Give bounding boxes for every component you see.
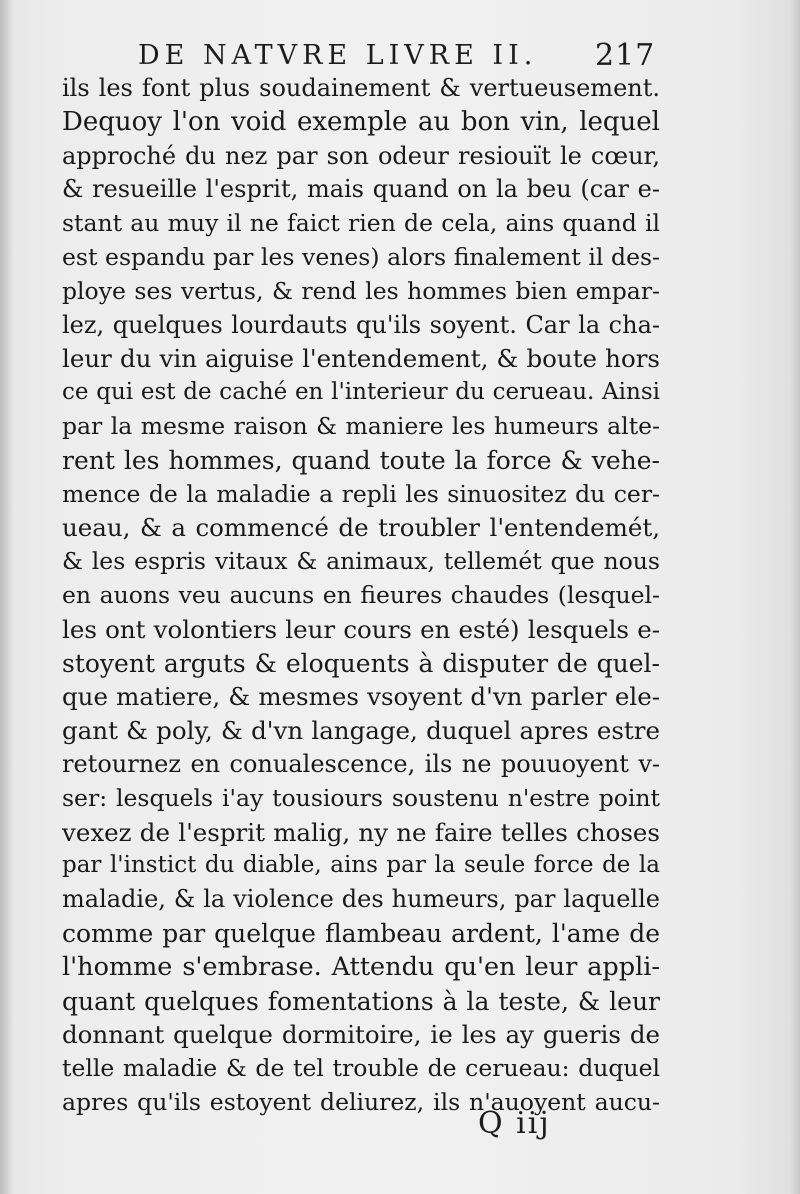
body-text [62, 72, 660, 1120]
text-line: ueau, & a commencé de troubler l'entendemét, [62, 513, 660, 543]
text-line: & les espris vitaux & animaux, tellemét que nous [62, 547, 660, 576]
text-line: que matiere, & mesmes vsoyent d'vn parler ele- [62, 682, 660, 712]
text-line: les ont volontiers leur cours en esté) lesquels e- [62, 614, 660, 644]
text-line: comme par quelque flambeau ardent, l'ame de [62, 918, 660, 948]
text-line: ploye ses vertus, & rend les hommes bien empar- [62, 276, 660, 305]
text-line: en auons veu aucuns en fieures chaudes (lesquel- [62, 580, 660, 609]
page-number: 217 [595, 38, 656, 73]
text-line: Dequoy l'on void exemple au bon vin, lequel [62, 106, 660, 137]
text-line: vexez de l'esprit malig, ny ne faire telles choses [62, 817, 660, 847]
text-line: approché du nez par son odeur resiouït le cœur, [62, 141, 660, 170]
text-line: ils les font plus soudainement & vertueusement. [62, 74, 660, 102]
text-line: gant & poly, & d'vn langage, duquel apres estre [62, 716, 660, 746]
text-line: par la mesme raison & maniere les humeurs alte- [62, 411, 660, 440]
text-line: stant au muy il ne faict rien de cela, ains quand il [62, 209, 660, 238]
text-line: est espandu par les venes) alors finalement il des- [62, 242, 660, 271]
text-line: apres qu'ils estoyent deliurez, ils n'auoyent aucu- [62, 1087, 660, 1116]
text-line: par l'instict du diable, ains par la seule force de la [62, 852, 660, 879]
text-line: rent les hommes, quand toute la force & vehe- [62, 445, 660, 475]
text-line: ce qui est de caché en l'interieur du cerueau. Ainsi [62, 379, 660, 406]
gutter-shadow [0, 0, 14, 1194]
text-line: & resueille l'esprit, mais quand on la beu (car e- [62, 175, 660, 204]
text-line: donnant quelque dormitoire, ie les ay gueris de [62, 1020, 660, 1050]
text-line: maladie, & la violence des humeurs, par laquelle [62, 885, 660, 914]
running-head-title: DE NATVRE LIVRE II. [138, 40, 538, 71]
text-line: quant quelques fomentations à la teste, & leur [62, 986, 660, 1016]
text-line: mence de la maladie a repli les sinuositez du cer- [62, 479, 660, 508]
text-line: l'homme s'embrase. Attendu qu'en leur appli- [62, 951, 660, 982]
text-line: retournez en conualescence, ils ne pouuoyent v- [62, 749, 660, 778]
text-line: leur du vin aiguise l'entendement, & boute hors [62, 344, 660, 374]
running-head [60, 36, 760, 76]
text-line: ser: lesquels i'ay tousiours soustenu n'estre point [62, 783, 660, 812]
text-line: lez, quelques lourdauts qu'ils soyent. Car la cha- [62, 310, 660, 339]
signature-mark: Q iij [478, 1106, 551, 1141]
text-line: telle maladie & de tel trouble de cerueau: duquel [62, 1054, 660, 1083]
text-line: stoyent arguts & eloquents à disputer de quel- [62, 648, 660, 678]
page-edge-shadow [790, 0, 800, 1194]
